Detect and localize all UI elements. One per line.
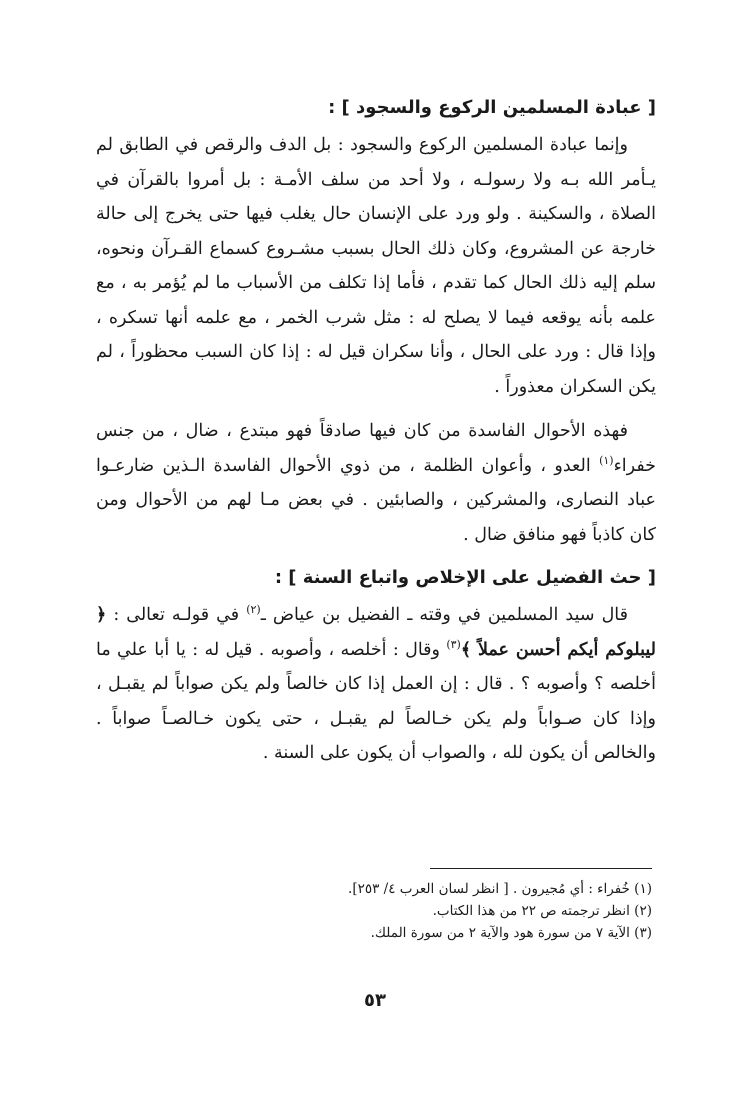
footnote-ref-2[interactable]: (٢) [246,603,261,617]
paragraph-fudayl [96,598,656,771]
paragraph-corrupt-states-text-b: العدو ، وأعوان الظلمة ، من ذوي الأحوال الفاسدة الـذين ضارعـوا عباد النصارى، والمشركين ، والصابئين . في بعض مـا لهم من الأحوال ومن كان كاذباً فهو منافق ضال . [96,455,656,545]
paragraph-corrupt-states [96,414,656,552]
section-heading-worship: [ عبادة المسلمين الركوع والسجود ] : [328,97,656,118]
footnote-2: (٢) انظر ترجمته ص ٢٢ من هذا الكتاب. [432,903,652,919]
paragraph-fudayl-text-c: وقال : أخلصه ، وأصوبه . قيل له : يا أبا علي ما أخلصه ؟ وأصوبه ؟ . قال : إن العمل إذا كان خالصاً ولم يكن صواباً لم يقبـل ، وإذا كان صـواباً ولم يكن خـالصاً لم يقبـل ، حتى يكون خـالصـاً صواباً . والخالص أن يكون لله ، والصواب أن يكون على السنة . [96,639,656,763]
section-heading-fudayl: [ حث الفضيل على الإخلاص واتباع السنة ] : [274,567,656,588]
page-body [96,92,656,771]
footnotes [96,878,652,944]
footnote-divider [430,868,652,869]
paragraph-worship [96,128,656,404]
footnote-ref-3[interactable]: (٣) [446,637,461,651]
paragraph-fudayl-text-a: قال سيد المسلمين في وقته ـ الفضيل بن عياض ـ [260,605,628,625]
footnote-ref-1[interactable]: (١) [599,453,614,467]
footnote-3: (٣) الآية ٧ من سورة هود والآية ٢ من سورة الملك. [370,925,652,941]
footnote-1: (١) خُفراء : أي مُجيرون . [ انظر لسان العرب ٤/ ٢٥٣]. [348,881,652,897]
quran-verse: ﴿ ليبلوكم أيكم أحسن عملاً ﴾ [96,605,656,660]
paragraph-fudayl-text-b: في قولـه تعالى : [106,605,247,625]
paragraph-corrupt-states-text-a: فهذه الأحوال الفاسدة من كان فيها صادقاً فهو مبتدع ، ضال ، من جنس خفراء [96,421,656,476]
page-number: ٥٣ [364,990,386,1011]
paragraph-worship-text: وإنما عبادة المسلمين الركوع والسجود : بل الدف والرقص في الطابق لم يـأمر الله بـه ولا رسولـه ، ولا أحد من سلف الأمـة : بل أمروا بالقرآن في الصلاة ، والسكينة . ولو ورد على الإنسان حال يغلب فيها حتى يخرج إلى حالة خارجة عن المشروع، وكان ذلك الحال بسبب مشـروع كسماع القـرآن ونحوه، سلم إليه ذلك الحال كما تقدم ، فأما إذا تكلف من الأسباب ما لم يُؤمر به ، مع علمه بأنه يوقعه فيما لا يصلح له : مثل شرب الخمر ، مع علمه أنها تسكره ، وإذا قال : ورد على الحال ، وأنا سكران قيل له : إذا كان السبب محظوراً ، لم يكن السكران معذوراً . [96,135,656,397]
